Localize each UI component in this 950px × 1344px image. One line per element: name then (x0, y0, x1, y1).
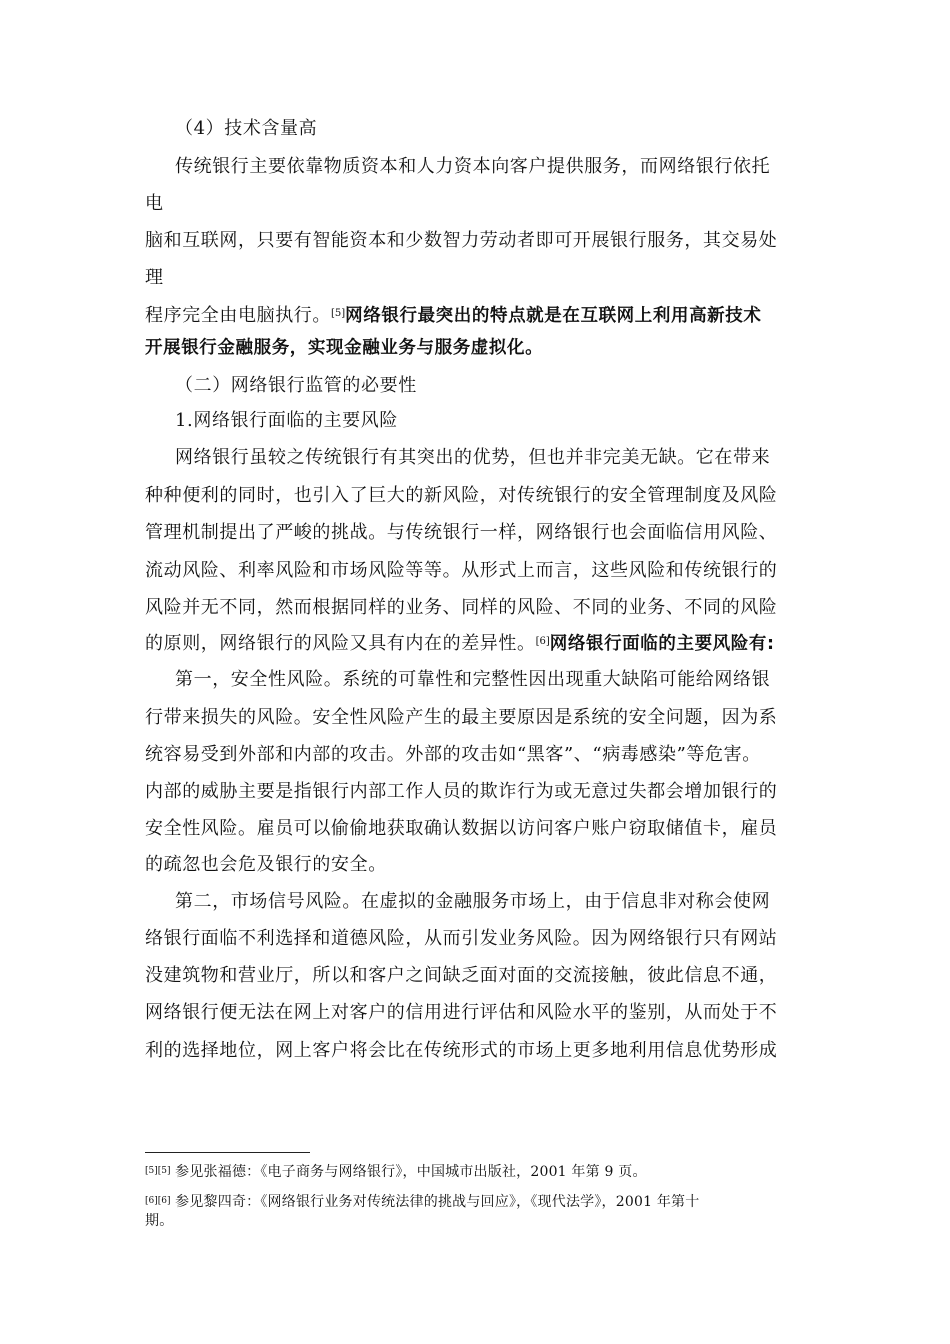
footnote-text: 参见张福德：《电子商务与网络银行》，中国城市出版社，2001 年第 9 页。 (175, 1164, 647, 1180)
section-heading: （二）网络银行监管的必要性 (175, 375, 417, 396)
paragraph-line: 种种便利的同时，也引入了巨大的新风险，对传统银行的安全管理制度及风险 (145, 485, 778, 506)
footnote-6 (145, 1191, 699, 1212)
paragraph-line: 第二，市场信号风险。在虚拟的金融服务市场上，由于信息非对称会使网 (175, 891, 771, 912)
paragraph-line: 的疏忽也会危及银行的安全。 (145, 854, 387, 875)
footnote-mark: [5][5] (145, 1166, 171, 1176)
paragraph-line: 脑和互联网，只要有智能资本和少数智力劳动者即可开展银行服务，其交易处 (145, 230, 778, 251)
paragraph-line: 没建筑物和营业厅，所以和客户之间缺乏面对面的交流接触，彼此信息不通， (145, 965, 778, 986)
subheading-tech: （4）技术含量高 (175, 118, 318, 139)
paragraph-line: 风险并无不同，然而根据同样的业务、同样的风险、不同的业务、不同的风险 (145, 597, 778, 618)
paragraph-line: 传统银行主要依靠物质资本和人力资本向客户提供服务，而网络银行依托 (175, 156, 771, 177)
bold-sentence: 网络银行面临的主要风险有: (549, 634, 775, 654)
footnote-5 (145, 1161, 647, 1182)
footnote-text: 参见黎四奇：《网络银行业务对传统法律的挑战与回应》，《现代法学》，2001 年第十 (175, 1194, 700, 1210)
paragraph-line: 电 (145, 193, 164, 214)
paragraph-line: 利的选择地位，网上客户将会比在传统形式的市场上更多地利用信息优势形成 (145, 1040, 778, 1061)
paragraph-line: 行带来损失的风险。安全性风险产生的最主要原因是系统的安全问题，因为系 (145, 707, 778, 728)
paragraph-line (145, 302, 761, 328)
paragraph-line: 流动风险、利率风险和市场风险等等。从形式上而言，这些风险和传统银行的 (145, 560, 778, 581)
paragraph-line: 第一，安全性风险。系统的可靠性和完整性因出现重大缺陷可能给网络银 (175, 669, 771, 690)
footnote-6-cont: 期。 (145, 1213, 174, 1229)
bold-sentence: 网络银行最突出的特点就是在互联网上利用高新技术 (345, 306, 762, 326)
footnote-separator (145, 1152, 310, 1153)
paragraph-line: 管理机制提出了严峻的挑战。与传统银行一样，网络银行也会面临信用风险、 (145, 522, 778, 543)
paragraph-text: 的原则，网络银行的风险又具有内在的差异性。 (145, 633, 536, 654)
paragraph-line: 内部的威胁主要是指银行内部工作人员的欺诈行为或无意过失都会增加银行的 (145, 781, 778, 802)
paragraph-line: 安全性风险。雇员可以偷偷地获取确认数据以访问客户账户窃取储值卡，雇员 (145, 818, 778, 839)
paragraph-line: 络银行面临不利选择和道德风险，从而引发业务风险。因为网络银行只有网站 (145, 928, 778, 949)
paragraph-line: 网络银行虽较之传统银行有其突出的优势，但也并非完美无缺。它在带来 (175, 447, 771, 468)
footnote-ref-6[interactable]: [6] (535, 636, 550, 647)
paragraph-line (145, 630, 775, 656)
footnote-mark: [6][6] (145, 1196, 171, 1206)
paragraph-line: 统容易受到外部和内部的攻击。外部的攻击如“黑客”、“病毒感染”等危害。 (145, 744, 761, 765)
paragraph-line: 网络银行便无法在网上对客户的信用进行评估和风险水平的鉴别，从而处于不 (145, 1002, 778, 1023)
paragraph-text: 程序完全由电脑执行。 (145, 305, 331, 326)
footnote-ref-5[interactable]: [5] (331, 308, 346, 319)
subsection-heading: 1.网络银行面临的主要风险 (175, 410, 398, 431)
bold-sentence-cont: 开展银行金融服务，实现金融业务与服务虚拟化。 (145, 338, 544, 358)
paragraph-line: 理 (145, 267, 164, 288)
